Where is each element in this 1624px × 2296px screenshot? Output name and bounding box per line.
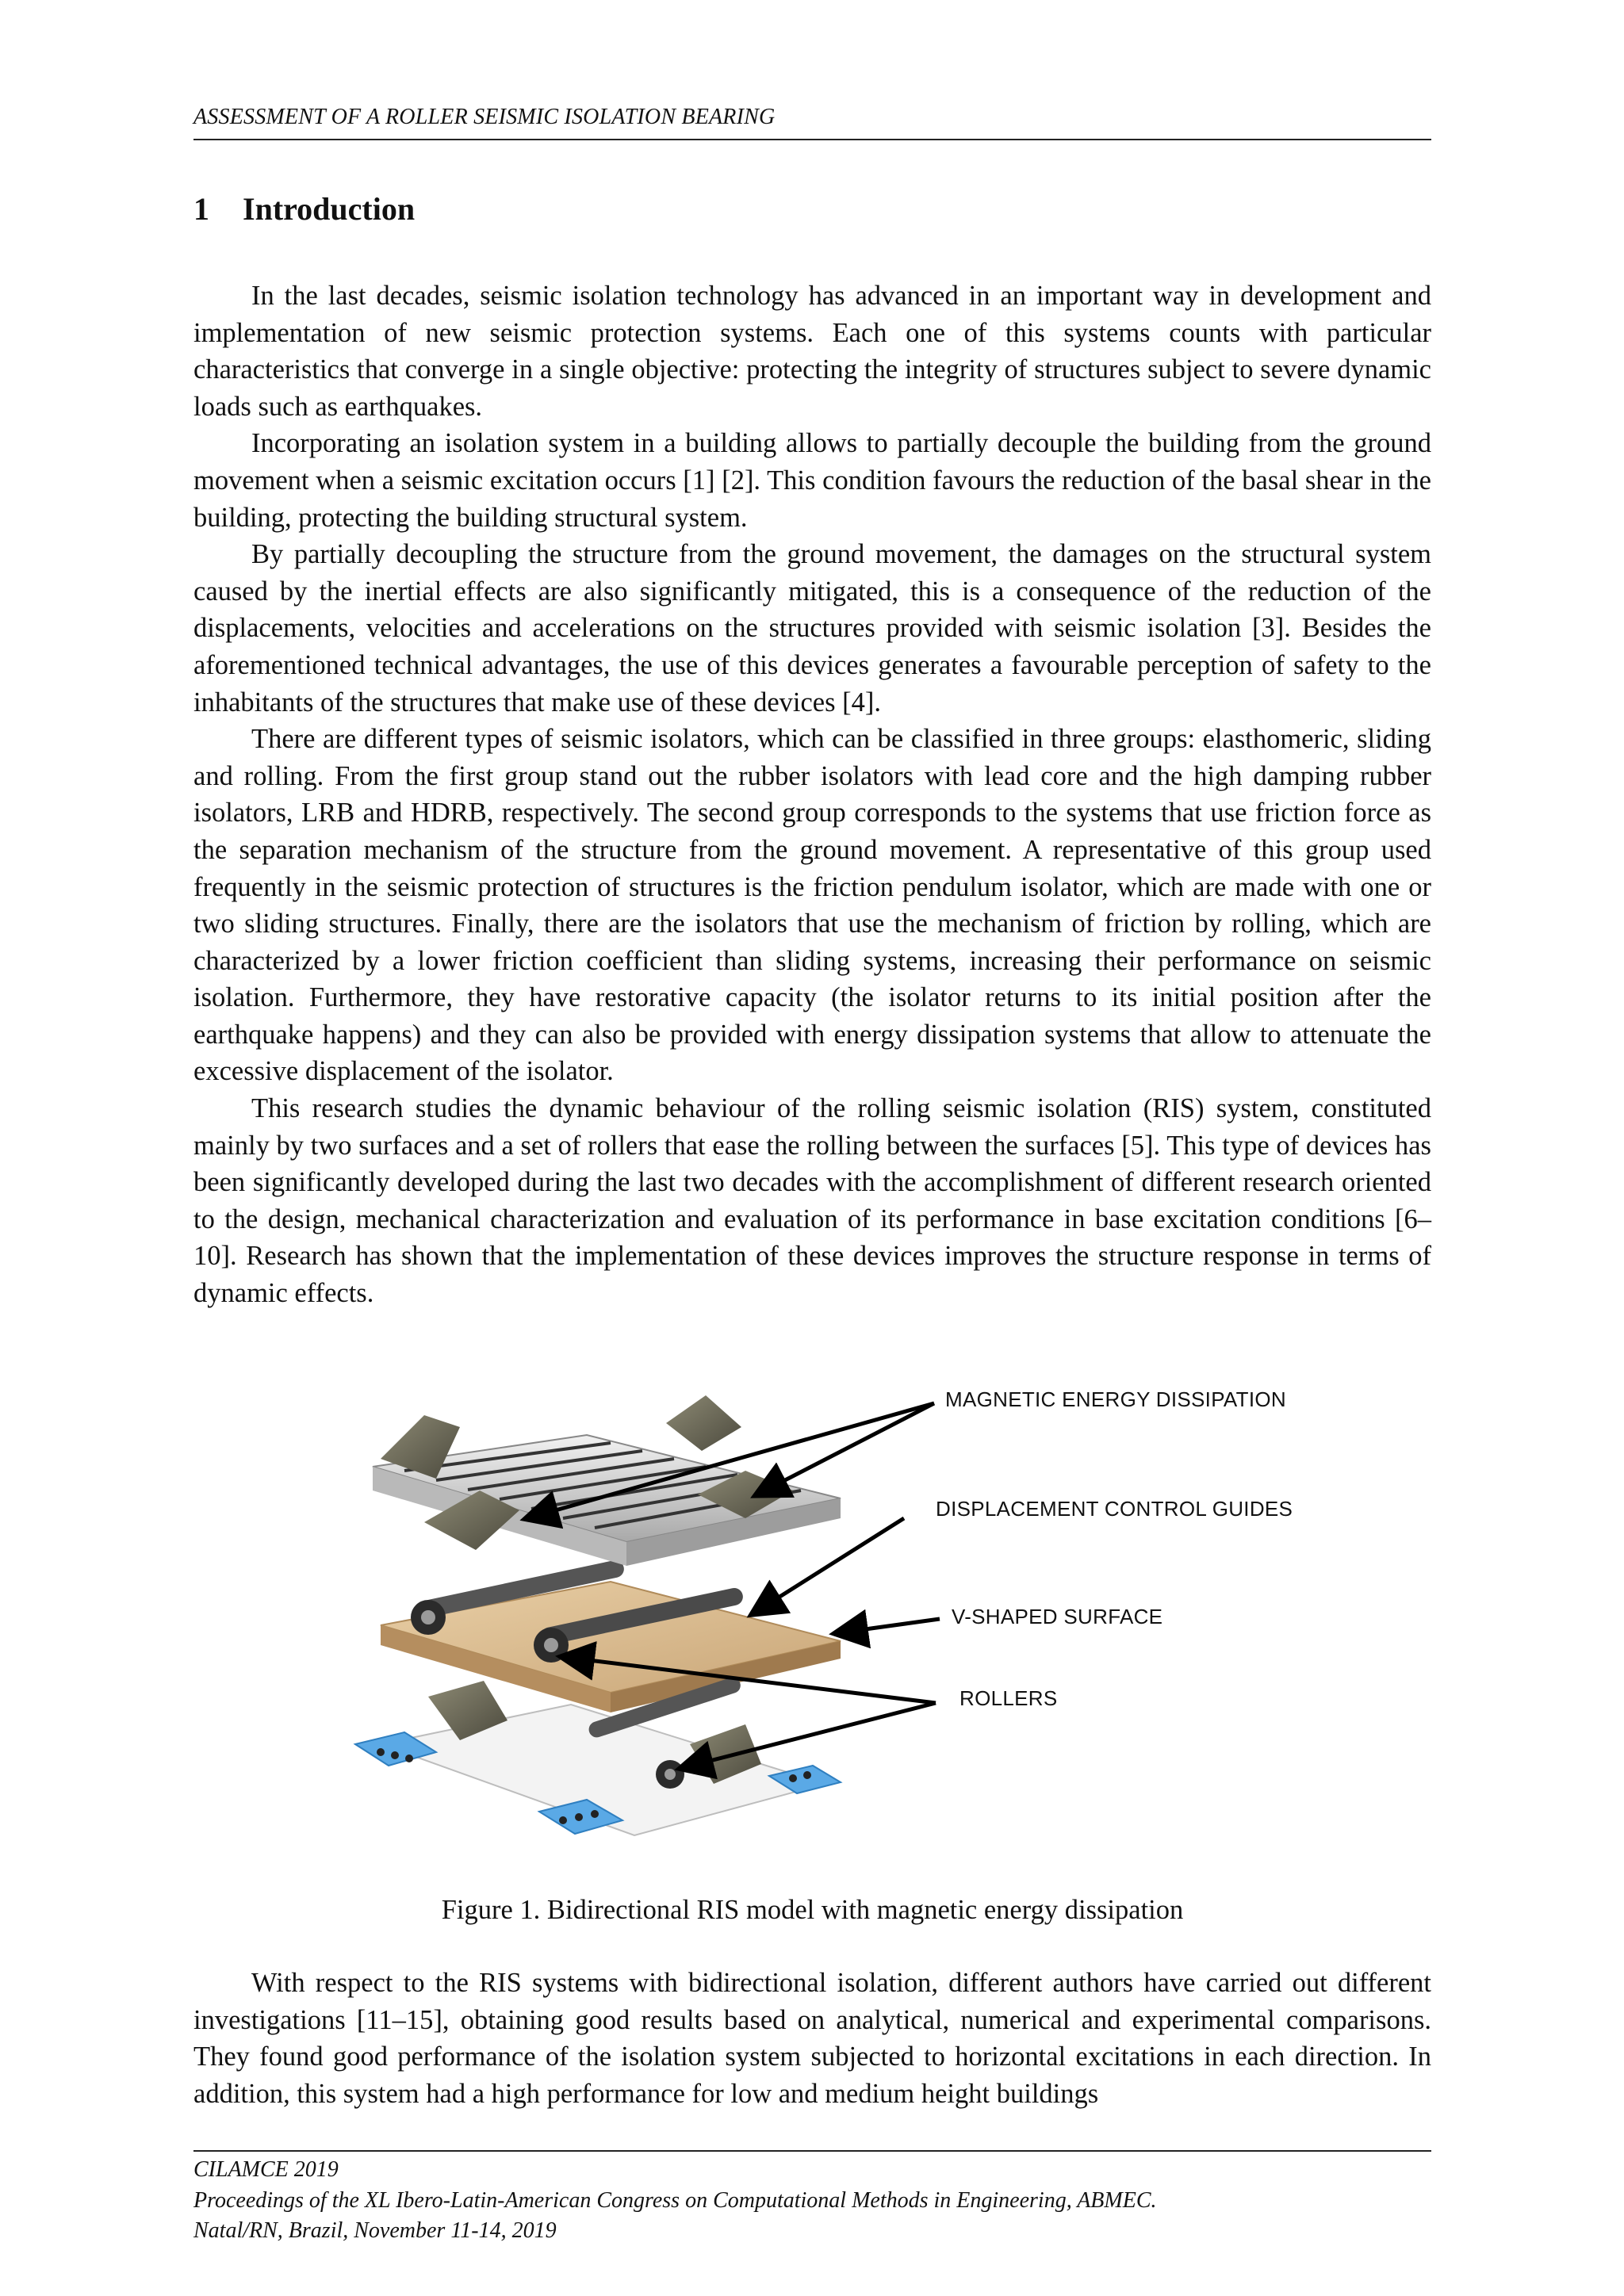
header-rule [193, 139, 1431, 140]
section-heading [193, 190, 415, 228]
callout-magnetic-energy-dissipation: MAGNETIC ENERGY DISSIPATION [945, 1387, 1286, 1411]
paragraph: There are different types of seismic isolators, which can be classified in three groups: elasthomeric, sliding and rolling. From the first group stand out the rubber isolators with lead core and the high damping rubber isolators, LRB and HDRB, respectively. The second group corresponds to the systems that use friction force as the separation mechanism of the structure from the ground movement. A representative of this group used frequently in the seismic protection of structures is the friction pendulum isolator, which are made with one or two sliding structures. Finally, there are the isolators that use the mechanism of friction by rolling, which are characterized by a lower friction coefficient than sliding systems, increasing their performance on seismic isolation. Furthermore, they have restorative capacity (the isolator returns to its initial position after the earthquake happens) and they can also be provided with energy dissipation systems that allow to attenuate the excessive displacement of the isolator. [193, 724, 1431, 1087]
callout-v-shaped-surface: V-SHAPED SURFACE [952, 1605, 1163, 1628]
intro-text [193, 277, 1431, 1312]
paragraph: With respect to the RIS systems with bidirectional isolation, different authors have carried out different investigations [11–15], obtaining good results based on analytical, numerical and experimental comparisons. They found good performance of the isolation system subjected to horizontal excitations in each direction. In addition, this system had a high performance for low and medium height buildings [193, 1968, 1431, 2109]
figure-ris-model [349, 1372, 1340, 1875]
paragraph: By partially decoupling the structure from the ground movement, the damages on the structural system caused by the inertial effects are also significantly mitigated, this is a consequence of the reduction of the displacements, velocities and accelerations on the structures provided with seismic isolation [3]. Besides the aforementioned technical advantages, the use of this devices generates a favourable perception of safety to the inhabitants of the structures that make use of these devices [4]. [193, 539, 1431, 718]
section-number: 1 [193, 191, 209, 227]
isolator-illustration [349, 1372, 1340, 1875]
callout-displacement-control-guides: DISPLACEMENT CONTROL GUIDES [936, 1497, 1293, 1521]
footer-rule [193, 2150, 1431, 2152]
footer-proceedings: Proceedings of the XL Ibero-Latin-American Congress on Computational Methods in Engineering, ABMEC. [193, 2187, 1157, 2213]
running-header: ASSESSMENT OF A ROLLER SEISMIC ISOLATION BEARING [193, 105, 776, 129]
footer-conference: CILAMCE 2019 [193, 2157, 339, 2182]
paragraph: Incorporating an isolation system in a building allows to partially decouple the building from the ground movement when a seismic excitation occurs [1] [2]. This condition favours the reduction of the basal shear in the building, protecting the building structural system. [193, 428, 1431, 533]
figure-caption: Figure 1. Bidirectional RIS model with magnetic energy dissipation [441, 1895, 1184, 1925]
paragraph: In the last decades, seismic isolation technology has advanced in an important way in development and implementation of new seismic protection systems. Each one of this systems counts with particular characteristics that converge in a single objective: protecting the integrity of structures subject to severe dynamic loads such as earthquakes. [193, 281, 1431, 422]
page-footer [193, 2155, 1431, 2247]
callout-rollers: ROLLERS [959, 1686, 1058, 1710]
footer-location-date: Natal/RN, Brazil, November 11-14, 2019 [193, 2218, 557, 2243]
top-guide-back-right [666, 1395, 741, 1451]
post-figure-text [193, 1965, 1431, 2112]
paragraph: This research studies the dynamic behaviour of the rolling seismic isolation (RIS) system, constituted mainly by two surfaces and a set of rollers that ease the rolling between the surfaces [5]. This type of devices has been significantly developed during the last two decades with the accomplishment of different research oriented to the design, mechanical characterization and evaluation of its performance in base excitation conditions [6–10]. Research has shown that the implementation of these devices improves the structure response in terms of dynamic effects. [193, 1093, 1431, 1309]
section-title: Introduction [243, 191, 416, 227]
